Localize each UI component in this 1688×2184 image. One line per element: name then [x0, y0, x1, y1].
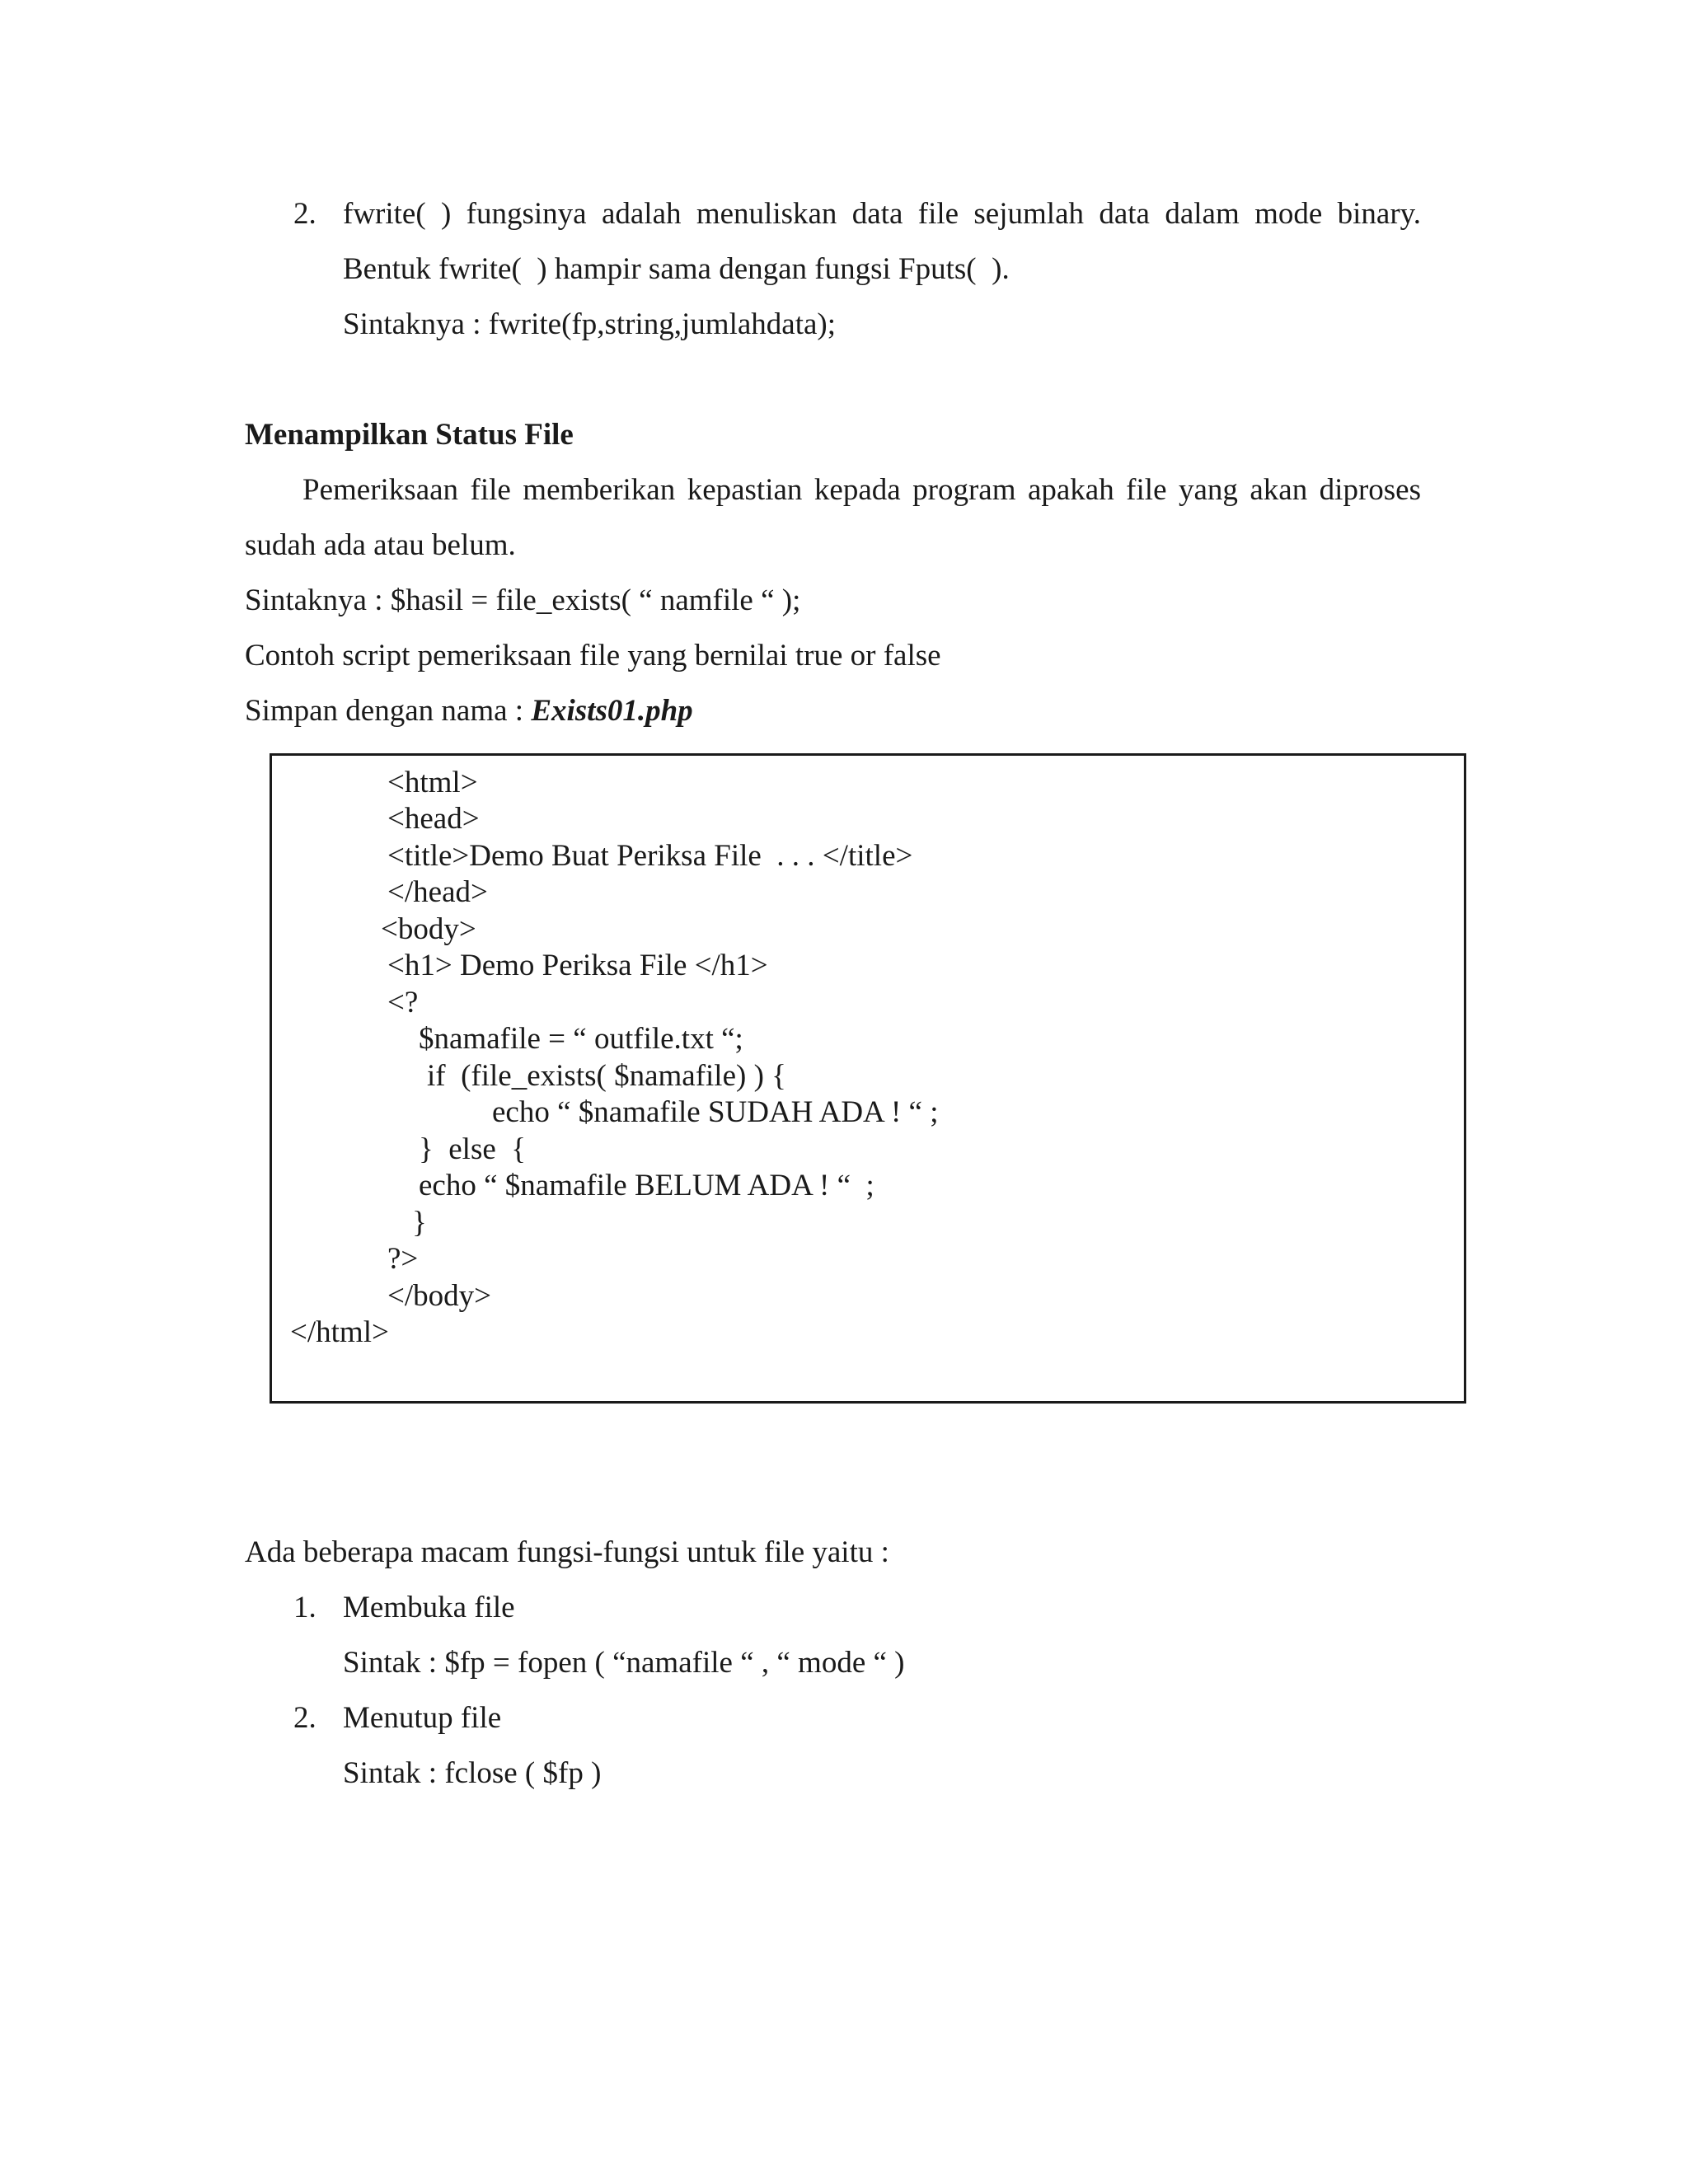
code-line: <? [387, 986, 419, 1019]
code-line: ?> [387, 1242, 419, 1276]
list-number: 1. [293, 1591, 316, 1624]
fwrite-form-note: Bentuk fwrite( ) hampir sama dengan fungsi Fputs( ). [343, 252, 1010, 286]
code-line: </html> [290, 1315, 389, 1349]
code-line: } else { [419, 1132, 527, 1166]
list-number: 2. [293, 197, 316, 231]
section-heading: Menampilkan Status File [245, 418, 574, 452]
file-exists-syntax: Sintaknya : $hasil = file_exists( “ namfile “ ); [245, 583, 801, 617]
close-file-syntax: Sintak : fclose ( $fp ) [343, 1756, 602, 1790]
close-file-title: Menutup file [343, 1701, 502, 1735]
paragraph-line-2: sudah ada atau belum. [245, 528, 516, 562]
code-line: <head> [387, 802, 480, 836]
save-as-filename: Exists01.php [531, 694, 693, 728]
paragraph-line-1: Pemeriksaan file memberikan kepastian kepada program apakah file yang akan diproses [302, 473, 1421, 507]
fwrite-syntax: Sintaknya : fwrite(fp,string,jumlahdata); [343, 307, 837, 341]
code-line: <html> [387, 766, 478, 799]
code-line: </body> [387, 1279, 492, 1313]
open-file-syntax: Sintak : $fp = fopen ( “namafile “ , “ mode “ ) [343, 1646, 905, 1680]
code-line: } [412, 1206, 427, 1240]
functions-intro: Ada beberapa macam fungsi-fungsi untuk file yaitu : [245, 1535, 889, 1569]
save-as-prefix: Simpan dengan nama : [245, 694, 532, 728]
example-caption: Contoh script pemeriksaan file yang bernilai true or false [245, 639, 941, 673]
code-line: echo “ $namafile BELUM ADA ! “ ; [419, 1169, 874, 1202]
code-line: $namafile = “ outfile.txt “; [419, 1022, 743, 1056]
save-as-line [245, 693, 693, 729]
list-number: 2. [293, 1701, 316, 1735]
code-line: echo “ $namafile SUDAH ADA ! “ ; [492, 1095, 939, 1129]
open-file-title: Membuka file [343, 1591, 515, 1624]
fwrite-description: fwrite( ) fungsinya adalah menuliskan data file sejumlah data dalam mode binary. [343, 197, 1421, 231]
code-line: <title>Demo Buat Periksa File . . . </title> [387, 839, 913, 873]
code-line: </head> [387, 875, 488, 909]
code-line: <body> [381, 912, 476, 946]
code-line: if (file_exists( $namafile) ) { [427, 1059, 786, 1093]
code-line: <h1> Demo Periksa File </h1> [387, 949, 768, 982]
